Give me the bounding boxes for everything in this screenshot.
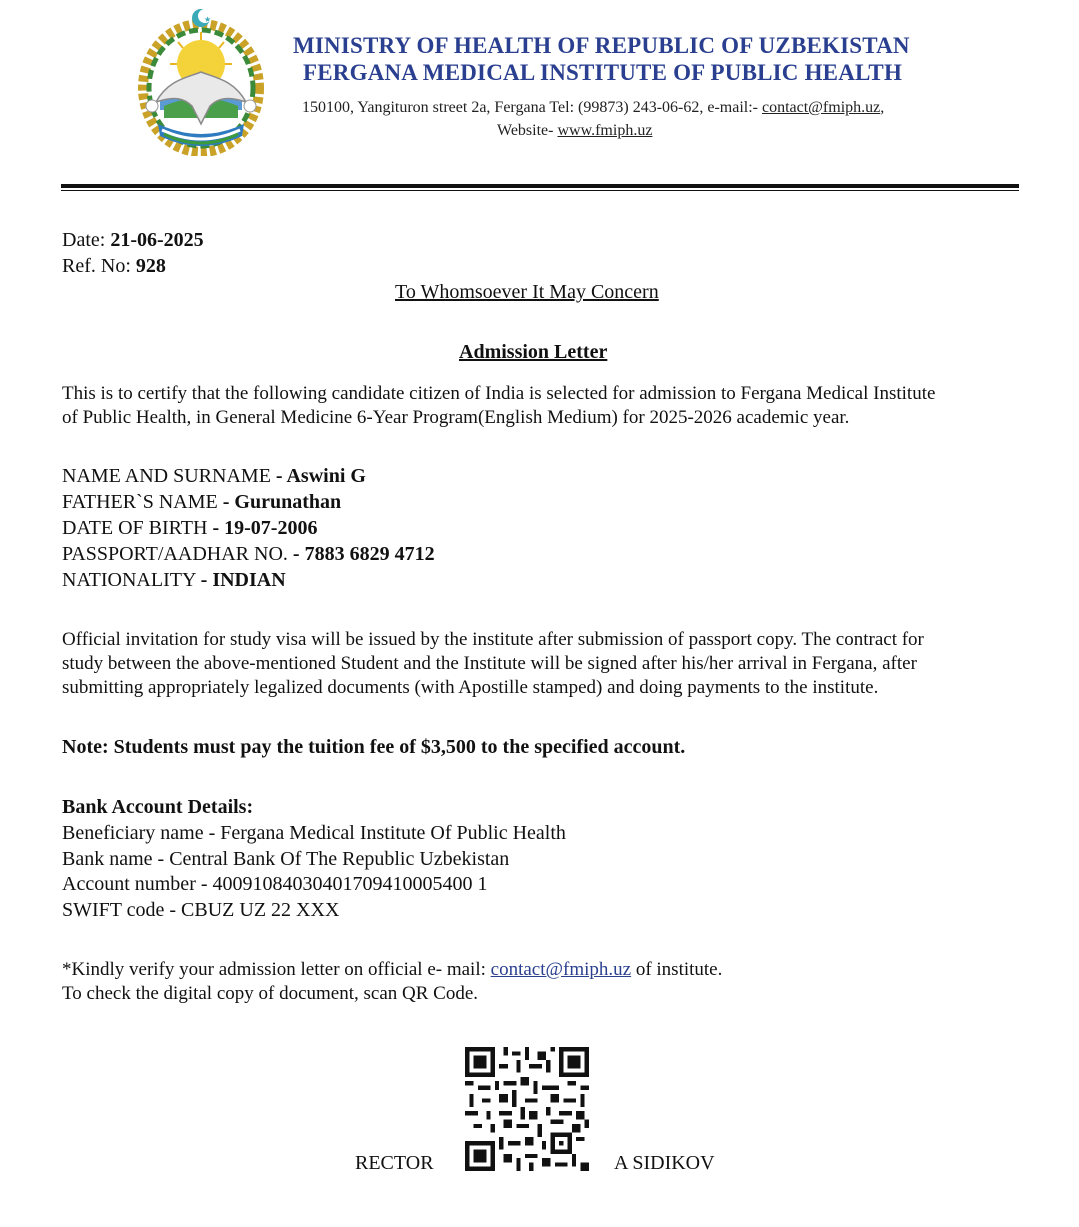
letter-title xyxy=(459,341,607,364)
header-rule-thin xyxy=(61,190,1019,191)
invitation-line-3: submitting appropriately legalized documents (with Apostille stamped) and doing payments to the institute. xyxy=(62,677,879,698)
ref-value: 928 xyxy=(135,255,166,277)
bank-heading-text: Bank Account Details: xyxy=(62,796,254,818)
dob-label: DATE OF BIRTH xyxy=(62,517,208,539)
website-line xyxy=(497,122,652,140)
candidate-name-row xyxy=(62,465,366,488)
signatory-role: RECTOR xyxy=(355,1152,434,1174)
nationality-label: NATIONALITY xyxy=(62,569,196,591)
passport-value: - 7883 6829 4712 xyxy=(292,543,435,565)
dob-row xyxy=(62,517,317,540)
qr-instruction: To check the digital copy of document, scan QR Code. xyxy=(62,983,479,1004)
address-suffix: , xyxy=(880,99,885,116)
father-name-value: - Gurunathan xyxy=(222,491,342,513)
date-value: 21-06-2025 xyxy=(110,229,204,251)
bank-name-line: Bank name - Central Bank Of The Republic Uzbekistan xyxy=(62,848,510,870)
contact-address xyxy=(302,99,884,117)
nationality-row xyxy=(62,569,286,592)
intro-paragraph xyxy=(62,382,935,430)
dob-value: - 19-07-2006 xyxy=(212,517,318,539)
account-number-line: Account number - 40091084030401709410005400 1 xyxy=(62,873,488,895)
beneficiary-line: Beneficiary name - Fergana Medical Institute Of Public Health xyxy=(62,822,566,844)
bank-heading xyxy=(62,796,253,819)
tuition-note xyxy=(62,736,685,759)
state-emblem-logo xyxy=(138,6,264,156)
candidate-name-label: NAME AND SURNAME xyxy=(62,465,271,487)
verify-email-link[interactable]: contact@fmiph.uz xyxy=(490,959,632,980)
candidate-name-value: - Aswini G xyxy=(275,465,366,487)
website-link[interactable]: www.fmiph.uz xyxy=(557,122,653,139)
ministry-heading: MINISTRY OF HEALTH OF REPUBLIC OF UZBEKISTAN xyxy=(293,33,910,58)
invitation-paragraph xyxy=(62,628,924,700)
header-rule-thick xyxy=(61,184,1019,188)
tuition-note-text: Note: Students must pay the tuition fee of $3,500 to the specified account. xyxy=(62,736,686,758)
header-email-link[interactable]: contact@fmiph.uz xyxy=(761,99,881,116)
qr-code[interactable] xyxy=(465,1046,589,1172)
invitation-line-1: Official invitation for study visa will be issued by the institute after submission of passport copy. The contract for xyxy=(62,629,924,650)
invitation-line-2: study between the above-mentioned Student and the Institute will be signed after his/her arrival in Fergana, after xyxy=(62,653,917,674)
verify-line xyxy=(62,958,722,982)
father-name-label: FATHER`S NAME xyxy=(62,491,218,513)
date-label: Date: xyxy=(62,229,106,251)
intro-line-1: This is to certify that the following candidate citizen of India is selected for admission to Fergana Medical Institute xyxy=(62,383,936,404)
ref-label: Ref. No: xyxy=(62,255,131,277)
verify-prefix: *Kindly verify your admission letter on official e- mail: xyxy=(62,959,486,980)
passport-row xyxy=(62,543,435,566)
verify-suffix: of institute. xyxy=(635,959,723,980)
intro-line-2: of Public Health, in General Medicine 6-Year Program(English Medium) for 2025-2026 academic year. xyxy=(62,407,850,428)
salutation: To Whomsoever It May Concern xyxy=(395,281,659,303)
nationality-value: - INDIAN xyxy=(200,569,286,591)
svg-text:★: ★ xyxy=(204,15,212,24)
letter-title-text: Admission Letter xyxy=(459,341,608,363)
address-prefix: 150100, Yangituron street 2a, Fergana Tel: (99873) 243-06-62, e-mail:- xyxy=(302,99,758,116)
signatory-name: A SIDIKOV xyxy=(614,1152,715,1174)
website-label: Website- xyxy=(497,122,554,139)
father-name-row xyxy=(62,491,341,514)
date-line xyxy=(62,229,204,252)
institute-heading: FERGANA MEDICAL INSTITUTE OF PUBLIC HEALTH xyxy=(303,60,903,85)
swift-code-line: SWIFT code - CBUZ UZ 22 XXX xyxy=(62,899,340,921)
ref-line xyxy=(62,255,166,278)
passport-label: PASSPORT/AADHAR NO. xyxy=(62,543,288,565)
